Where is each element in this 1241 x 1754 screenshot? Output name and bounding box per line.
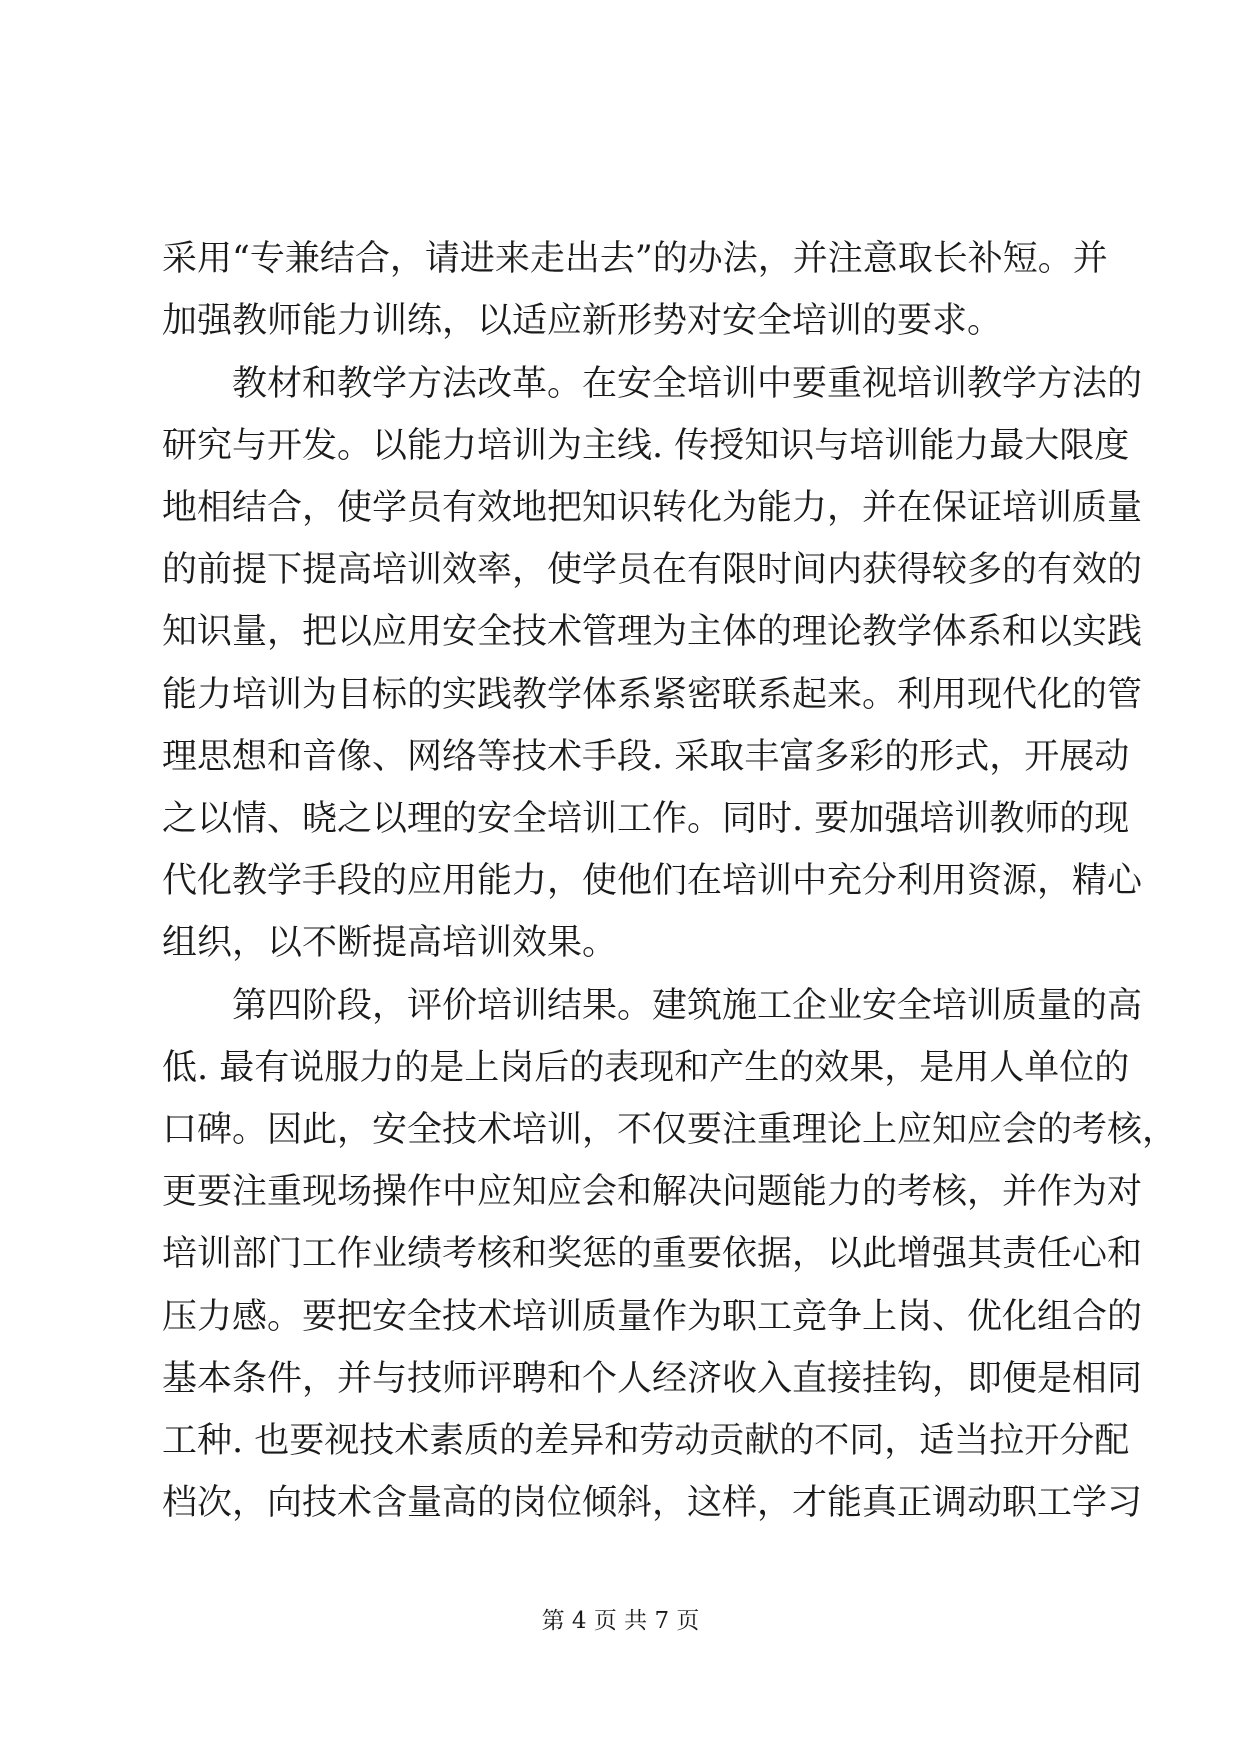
text-line: 低. 最有说服力的是上岗后的表现和产生的效果，是用人单位的 <box>162 1048 1130 1088</box>
text-line: 档次，向技术含量高的岗位倾斜，这样，才能真正调动职工学习 <box>162 1483 1143 1523</box>
text-line: 之以情、晓之以理的安全培训工作。同时. 要加强培训教师的现 <box>162 799 1130 839</box>
text-line: 研究与开发。以能力培训为主线. 传授知识与培训能力最大限度 <box>162 426 1130 466</box>
text-line: 基本条件，并与技师评聘和个人经济收入直接挂钩，即便是相同 <box>162 1359 1143 1399</box>
paragraph-first-line: 教材和教学方法改革。在安全培训中要重视培训教学方法的 <box>232 364 1143 404</box>
text-line: 压力感。要把安全技术培训质量作为职工竞争上岗、优化组合的 <box>162 1297 1143 1337</box>
text-line: 口碑。因此，安全技术培训，不仅要注重理论上应知应会的考核， <box>162 1110 1178 1150</box>
text-line: 更要注重现场操作中应知应会和解决问题能力的考核，并作为对 <box>162 1172 1143 1212</box>
text-line: 能力培训为目标的实践教学体系紧密联系起来。利用现代化的管 <box>162 675 1143 715</box>
text-line: 代化教学手段的应用能力，使他们在培训中充分利用资源，精心 <box>162 861 1143 901</box>
text-line: 的前提下提高培训效率，使学员在有限时间内获得较多的有效的 <box>162 550 1143 590</box>
text-line: 采用“专兼结合，请进来走出去”的办法，并注意取长补短。并 <box>162 239 1108 279</box>
text-line: 地相结合，使学员有效地把知识转化为能力，并在保证培训质量 <box>162 488 1143 528</box>
text-line: 工种. 也要视技术素质的差异和劳动贡献的不同，适当拉开分配 <box>162 1421 1130 1461</box>
text-line: 组织，以不断提高培训效果。 <box>162 923 618 963</box>
text-line: 加强教师能力训练，以适应新形势对安全培训的要求。 <box>162 301 1003 341</box>
paragraph-first-line: 第四阶段，评价培训结果。建筑施工企业安全培训质量的高 <box>232 986 1143 1026</box>
text-line: 知识量，把以应用安全技术管理为主体的理论教学体系和以实践 <box>162 612 1143 652</box>
page-number-footer: 第 4 页 共 7 页 <box>541 1608 700 1634</box>
text-line: 理思想和音像、网络等技术手段. 采取丰富多彩的形式，开展动 <box>162 737 1130 777</box>
text-line: 培训部门工作业绩考核和奖惩的重要依据，以此增强其责任心和 <box>162 1234 1143 1274</box>
